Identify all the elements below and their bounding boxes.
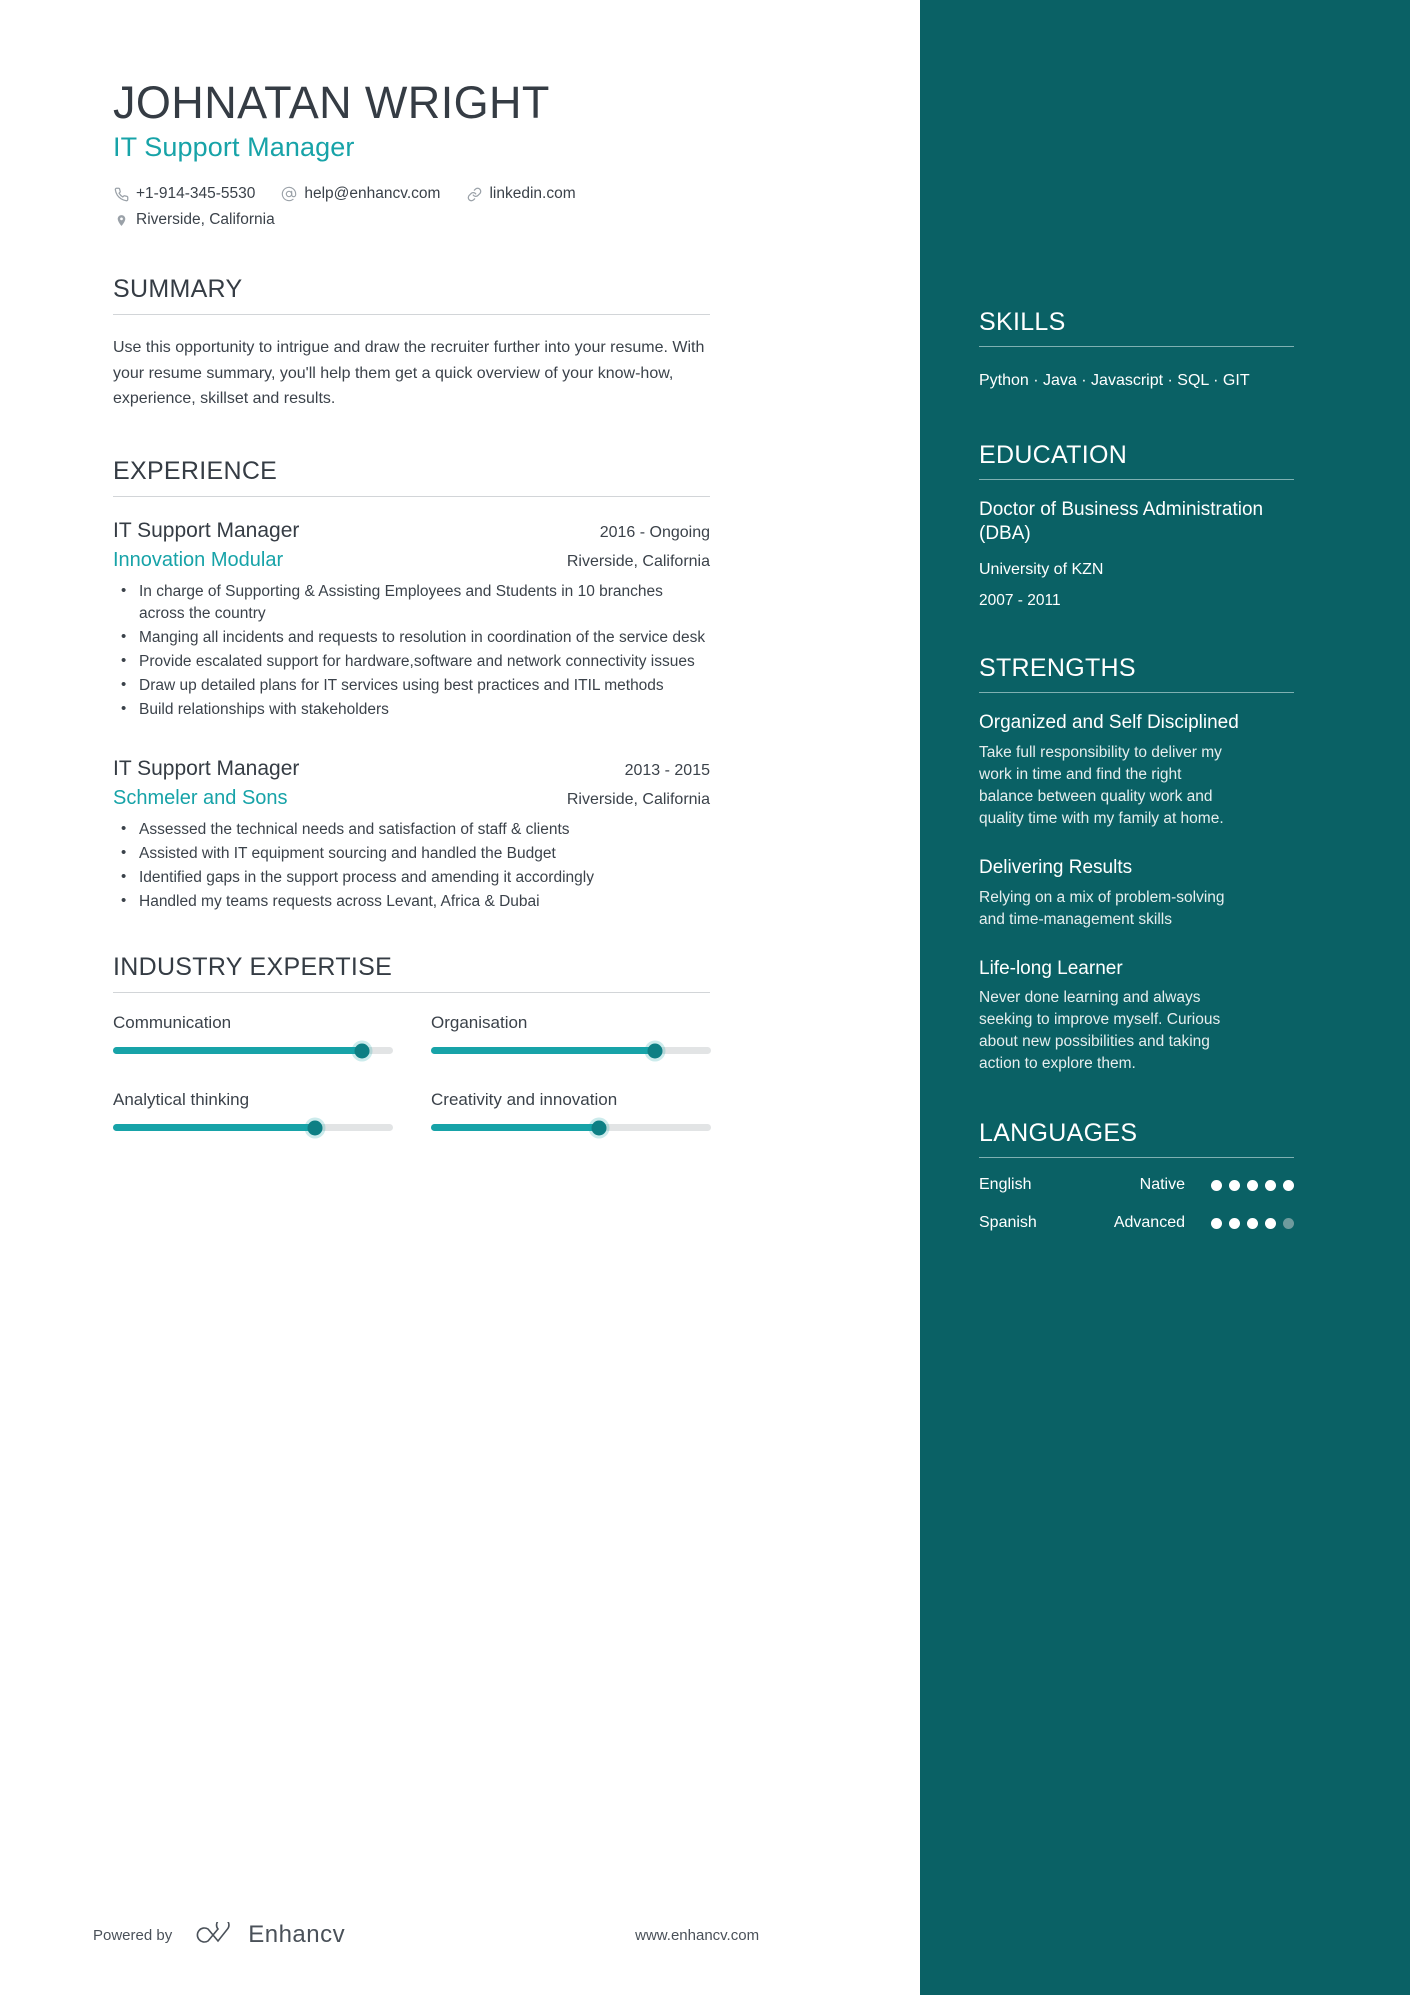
rating-dot [1229,1180,1240,1191]
summary-text: Use this opportunity to intrigue and draw the recruiter further into your resume. With your resume summary, you'll help them get a quick overview of your know-how, experience, skillset and results. [113,339,705,407]
slider-knob[interactable] [648,1043,663,1058]
contact-line-primary [113,185,920,203]
job-bullet-list [113,819,710,913]
enhancv-wordmark: Enhancv [248,1921,346,1948]
rating-dot [1283,1218,1294,1229]
enhancv-url: www.enhancv.com [635,1926,760,1944]
job-bullet: • Handled my teams requests across Levant, Africa & Dubai [113,891,710,913]
skills-divider [979,346,1294,347]
expertise-item [431,1013,711,1054]
contact-linkedin-text: linkedin.com [489,185,576,203]
job-bullet: • Identified gaps in the support process and amending it accordingly [113,867,710,889]
strength-name: Delivering Results [979,856,1133,878]
job-dates: 2013 - 2015 [624,762,710,780]
rating-dot [1211,1218,1222,1229]
rating-dot [1247,1180,1258,1191]
job-bullet: • Build relationships with stakeholders [113,699,710,721]
slider-knob[interactable] [355,1043,370,1058]
experience-entry-subheader [113,549,710,572]
languages-divider [979,1157,1294,1158]
expertise-label: Organisation [431,1013,528,1033]
slider-knob[interactable] [307,1120,322,1135]
job-bullet: • Manging all incidents and requests to resolution in coordination of the service desk [113,627,710,649]
link-icon [466,186,482,202]
job-role: IT Support Manager [113,757,300,781]
rating-dot [1211,1180,1222,1191]
section-industry-expertise [113,953,920,1131]
expertise-label: Analytical thinking [113,1090,250,1110]
education-body [979,498,1294,610]
phone-icon [113,186,129,202]
slider-fill [431,1124,599,1131]
languages-body [979,1176,1294,1232]
section-skills [979,308,1410,397]
language-row [979,1214,1294,1232]
education-school: University of KZN [979,560,1104,578]
section-summary [113,275,920,411]
industry-expertise-heading: INDUSTRY EXPERTISE [113,953,393,982]
education-heading: EDUCATION [979,441,1128,469]
contact-details [113,185,920,229]
contact-location [113,211,275,229]
expertise-label: Communication [113,1013,232,1033]
experience-divider [113,496,710,497]
skills-heading: SKILLS [979,308,1066,336]
rating-dot [1229,1218,1240,1229]
language-level: Advanced [1113,1214,1185,1232]
contact-line-location [113,211,920,229]
rating-dot [1265,1218,1276,1229]
section-languages [979,1119,1410,1232]
experience-entry [113,757,710,913]
sidebar [920,0,1410,1995]
candidate-name: JOHNATAN WRIGHT [113,77,550,128]
slider-fill [431,1047,655,1054]
job-bullet: • Assisted with IT equipment sourcing and handled the Budget [113,843,710,865]
summary-heading: SUMMARY [113,275,243,304]
strength-item [979,856,1294,931]
language-level: Native [1139,1176,1185,1194]
contact-phone-text: +1-914-345-5530 [136,185,256,203]
experience-entry [113,519,710,721]
job-location: Riverside, California [566,791,710,809]
slider-fill [113,1124,315,1131]
education-divider [979,479,1294,480]
expertise-slider[interactable] [113,1047,393,1054]
rating-dot [1265,1180,1276,1191]
strength-name: Life-long Learner [979,957,1123,979]
powered-by-label: Powered by [93,1926,173,1944]
strengths-body [979,711,1294,1076]
strengths-divider [979,692,1294,693]
candidate-job-title: IT Support Manager [113,132,355,163]
strength-description: Take full responsibility to deliver my work in time and find the right balance between quality work and quality time with my family at home. [979,743,1224,827]
skills-list: Python · Java · Javascript · SQL · GIT [979,372,1250,389]
slider-knob[interactable] [592,1120,607,1135]
rating-dot [1283,1180,1294,1191]
expertise-item [113,1090,393,1131]
language-rating [1211,1218,1294,1229]
language-name: Spanish [979,1214,1037,1232]
email-icon [281,186,297,202]
section-education [979,441,1410,610]
section-strengths [979,654,1410,1076]
strength-name: Organized and Self Disciplined [979,711,1239,733]
skills-body [979,365,1294,397]
experience-entry-subheader [113,787,710,810]
summary-divider [113,314,710,315]
section-experience [113,457,920,913]
education-dates: 2007 - 2011 [979,591,1061,609]
job-bullet-list [113,581,710,721]
education-degree: Doctor of Business Administration (DBA) [979,499,1264,545]
expertise-item [113,1013,393,1054]
language-row [979,1176,1294,1194]
expertise-item [431,1090,711,1131]
expertise-slider[interactable] [431,1047,711,1054]
location-pin-icon [113,212,129,228]
expertise-label: Creativity and innovation [431,1090,618,1110]
language-name: English [979,1176,1032,1194]
experience-entry-header [113,519,710,543]
enhancv-logo [194,1921,345,1949]
strength-description: Relying on a mix of problem-solving and time-management skills [979,888,1225,928]
job-company: Schmeler and Sons [113,787,288,810]
expertise-grid [113,1013,753,1131]
industry-expertise-divider [113,992,710,993]
expertise-slider[interactable] [113,1124,393,1131]
job-bullet: • Draw up detailed plans for IT services using best practices and ITIL methods [113,675,710,697]
job-location: Riverside, California [566,553,710,571]
strength-item [979,711,1294,830]
languages-heading: LANGUAGES [979,1119,1138,1148]
language-rating [1211,1180,1294,1191]
job-dates: 2016 - Ongoing [599,524,710,542]
strength-item [979,957,1294,1076]
powered-by [93,1921,345,1949]
experience-entry-header [113,757,710,781]
rating-dot [1247,1218,1258,1229]
page-footer [0,1875,920,1995]
contact-email[interactable] [281,185,440,203]
job-bullet: • Provide escalated support for hardware,software and network connectivity issues [113,651,710,673]
slider-fill [113,1047,362,1054]
job-role: IT Support Manager [113,519,300,543]
contact-phone[interactable] [113,185,255,203]
experience-heading: EXPERIENCE [113,457,278,486]
contact-linkedin[interactable] [466,185,575,203]
job-bullet: • Assessed the technical needs and satisfaction of staff & clients [113,819,710,841]
contact-email-text: help@enhancv.com [304,185,441,203]
enhancv-mark-icon [194,1922,238,1948]
job-bullet: • In charge of Supporting & Assisting Employees and Students in 10 branches across the country [113,581,710,625]
contact-location-text: Riverside, California [136,211,275,229]
expertise-slider[interactable] [431,1124,711,1131]
strength-description: Never done learning and always seeking to improve myself. Curious about new possibilities and taking action to explore them. [979,989,1221,1073]
strengths-heading: STRENGTHS [979,653,1136,682]
job-company: Innovation Modular [113,549,284,572]
